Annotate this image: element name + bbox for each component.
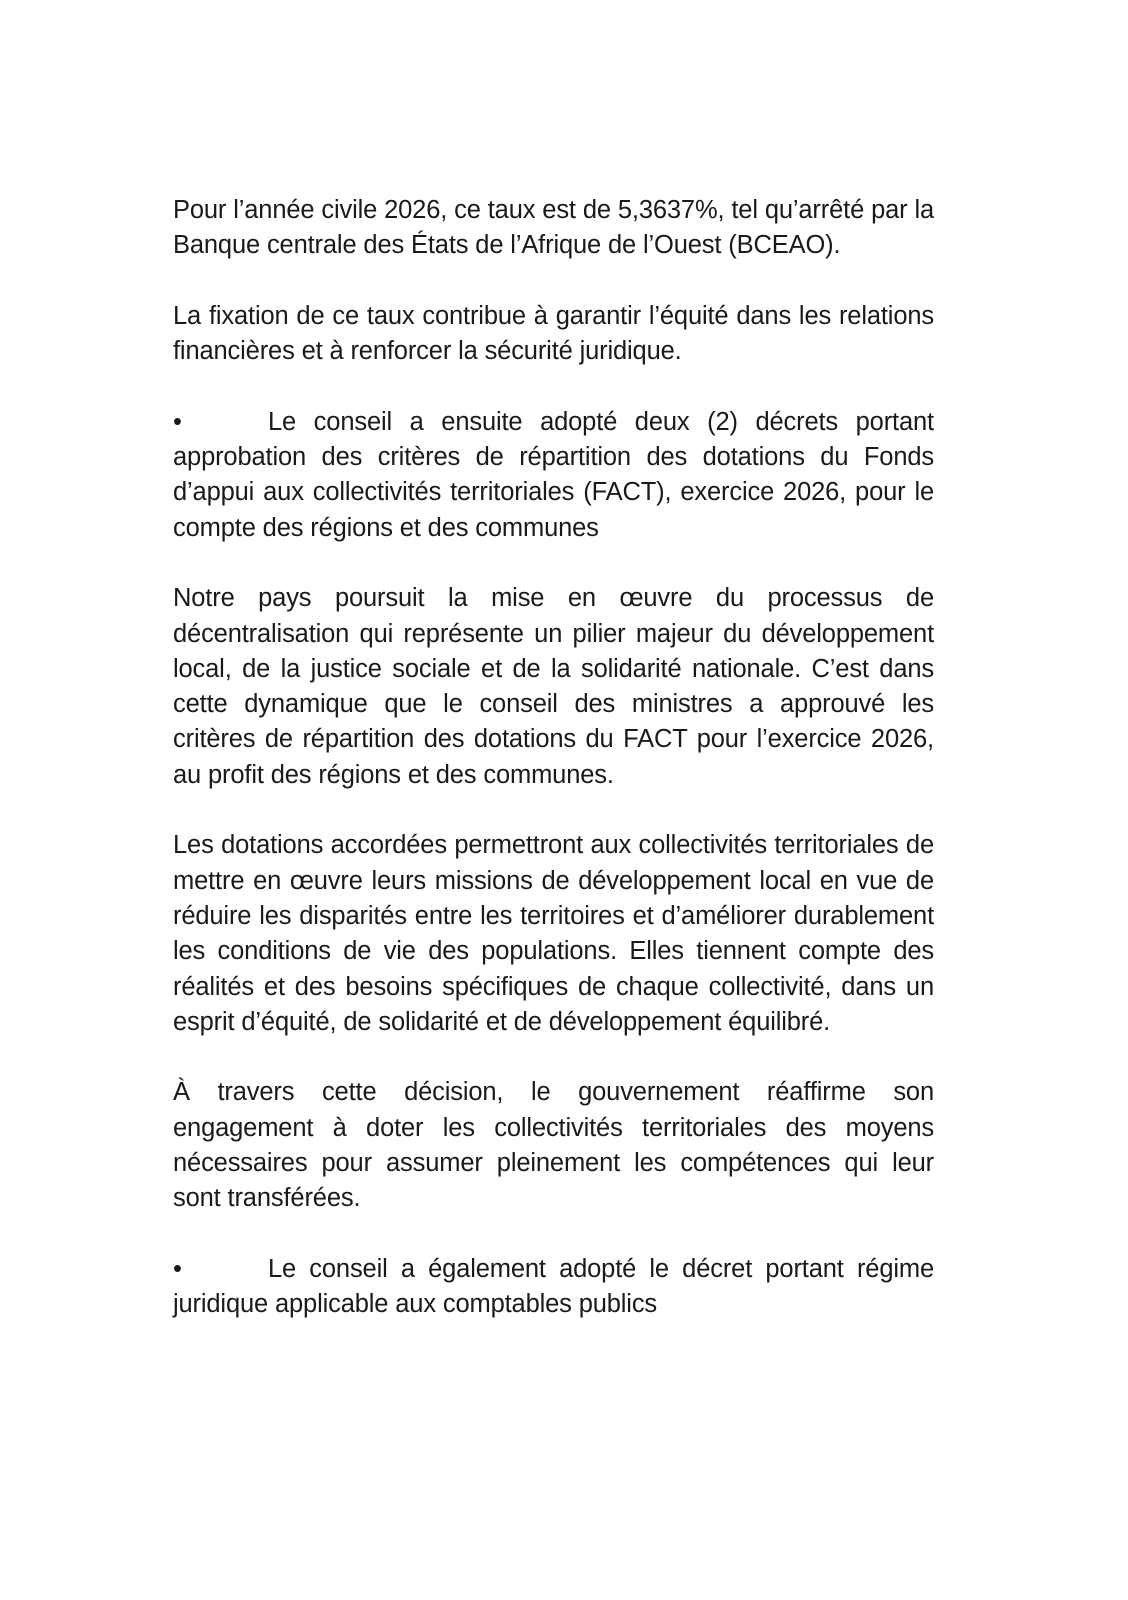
bullet-icon: • bbox=[173, 1254, 182, 1283]
paragraph-decentralisation: Notre pays poursuit la mise en œuvre du processus de décentralisation qui représente un pilier majeur du développement local, de la justice sociale et de la solidarité nationale. C’est dans cette dynamique que le conseil des ministres a approuvé les critères de répartition des dotations du FACT pour l’exercice 2026, au profit des régions et des communes. bbox=[173, 584, 934, 789]
paragraph-bceao-rate: Pour l’année civile 2026, ce taux est de 5,3637%, tel qu’arrêté par la Banque centrale des États de l’Afrique de l’Ouest (BCEAO). bbox=[173, 196, 934, 260]
bullet-text: Le conseil a également adopté le décret portant régime juridique applicable aux comptables publics bbox=[173, 1254, 934, 1319]
paragraph-rate-purpose: La fixation de ce taux contribue à garantir l’équité dans les relations financières et à renforcer la sécurité juridique. bbox=[173, 301, 934, 366]
paragraph-government-commitment: À travers cette décision, le gouvernement réaffirme son engagement à doter les collectivités territoriales des moyens nécessaires pour assumer pleinement les compétences qui leur sont transférées. bbox=[173, 1078, 934, 1213]
document-page bbox=[173, 193, 934, 1358]
paragraph-dotations: Les dotations accordées permettront aux collectivités territoriales de mettre en œuvre leurs missions de développement local en vue de réduire les disparités entre les territoires et d’améliorer durablement les conditions de vie des populations. Elles tiennent compte des réalités et des besoins spécifiques de chaque collectivité, dans un esprit d’équité, de solidarité et de développement équilibré. bbox=[173, 831, 934, 1036]
bullet-item-fact-decrees bbox=[173, 405, 934, 546]
bullet-text: Le conseil a ensuite adopté deux (2) décrets portant approbation des critères de répartition des dotations du Fonds d’appui aux collectivités territoriales (FACT), exercice 2026, pour le compte des régions et des communes bbox=[173, 407, 934, 542]
bullet-item-public-accountants-decree bbox=[173, 1252, 934, 1323]
bullet-icon: • bbox=[173, 407, 182, 436]
